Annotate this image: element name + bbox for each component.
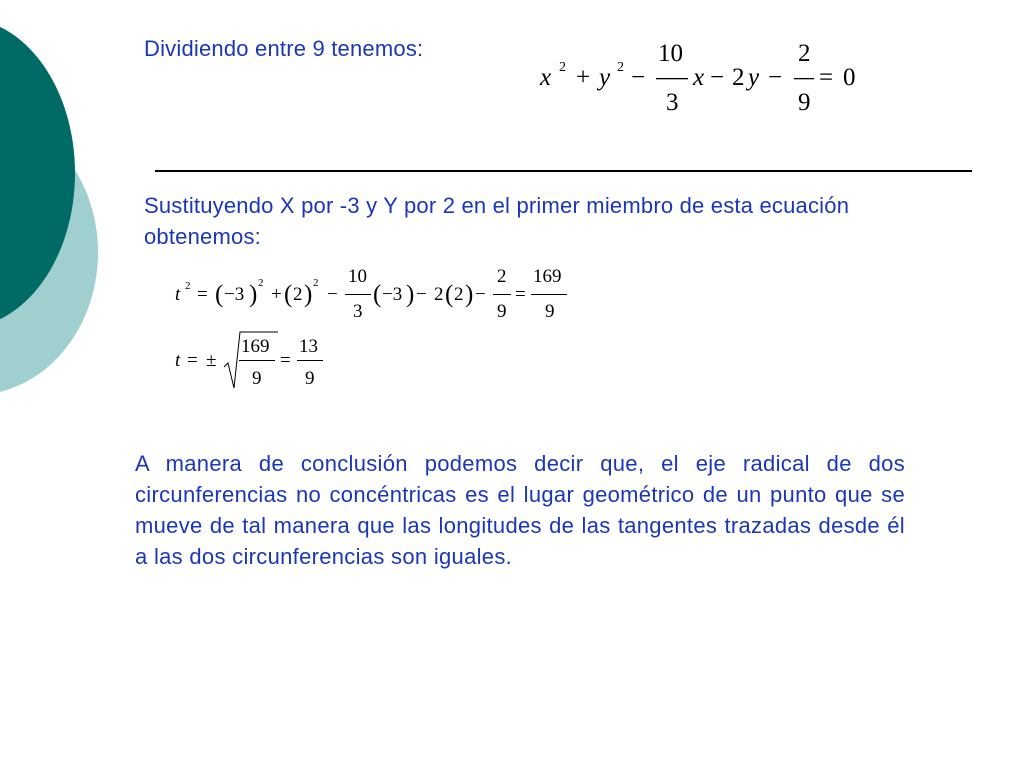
eq1-minus-1: − <box>631 64 646 91</box>
eq3-plus-minus: ± <box>206 350 217 371</box>
eq2-frac2-denominator: 9 <box>497 301 507 322</box>
eq1-frac1-denominator: 3 <box>666 89 679 116</box>
eq3-radical-numerator: 169 <box>241 336 270 357</box>
eq2-exponent-1: 2 <box>258 277 264 289</box>
eq2-t-exponent: 2 <box>185 280 191 292</box>
eq2-rparen-4: ) <box>465 281 474 308</box>
eq2-frac3-denominator: 9 <box>545 301 555 322</box>
eq3-result-numerator: 13 <box>299 336 318 357</box>
eq1-frac2-bar <box>794 78 814 79</box>
eq2-minus-1: − <box>327 284 338 305</box>
eq2-lparen-4: ( <box>445 281 454 308</box>
eq2-neg3b: −3 <box>382 284 403 305</box>
conclusion-paragraph: A manera de conclusión podemos decir que, el eje radical de dos circunferencias no concéntricas es el lugar geométrico de un punto que se mueve de tal manera que las longitudes de las tangentes trazadas desde él a las dos circunferencias son iguales. <box>135 451 905 569</box>
eq2-two-b: 2 <box>454 284 464 305</box>
eq2-exponent-2: 2 <box>313 277 319 289</box>
eq1-frac2-numerator: 2 <box>798 40 811 67</box>
eq2-frac3-bar <box>531 294 567 295</box>
eq2-equals: = <box>197 284 208 305</box>
equation-tangent-length <box>170 330 340 394</box>
equation-tangent-squared <box>170 262 580 326</box>
eq1-frac1-numerator: 10 <box>658 40 683 67</box>
eq1-y: y <box>599 64 611 91</box>
eq2-lparen-3: ( <box>373 281 382 308</box>
eq1-x-exponent: 2 <box>559 60 566 75</box>
eq2-lparen-2: ( <box>284 281 293 308</box>
eq1-equals: = <box>819 64 834 91</box>
eq2-two: 2 <box>293 284 303 305</box>
eq3-radical-denominator: 9 <box>252 368 262 389</box>
eq2-frac2-numerator: 2 <box>497 266 507 287</box>
eq2-neg3: −3 <box>224 284 245 305</box>
eq1-coefficient: 2 <box>732 64 745 91</box>
equation-circle-divided <box>530 38 870 118</box>
eq1-x: x <box>540 64 552 91</box>
eq3-t: t <box>175 350 181 371</box>
divider-line <box>155 170 972 172</box>
eq1-minus-2: − <box>710 64 725 91</box>
eq2-rparen-3: ) <box>406 281 415 308</box>
eq2-frac3-numerator: 169 <box>533 266 562 287</box>
eq3-equals-2: = <box>280 350 291 371</box>
eq1-frac2-denominator: 9 <box>798 89 811 116</box>
eq3-result-denominator: 9 <box>305 368 315 389</box>
eq2-equals-2: = <box>515 284 526 305</box>
substitution-text: Sustituyendo X por -3 y Y por 2 en el primer miembro de esta ecuación obtenemos: <box>144 193 850 249</box>
eq2-rparen-2: ) <box>304 281 313 308</box>
eq2-coefficient: 2 <box>434 284 444 305</box>
eq2-frac2-bar <box>493 294 511 295</box>
eq2-minus-2: − <box>416 284 427 305</box>
eq2-frac1-bar <box>345 294 371 295</box>
eq1-frac1-bar <box>656 78 688 79</box>
eq3-result-bar <box>297 360 323 361</box>
eq2-lparen-1: ( <box>215 281 224 308</box>
eq1-plus: + <box>576 64 591 91</box>
eq2-plus: + <box>271 284 282 305</box>
eq1-x2: x <box>693 64 705 91</box>
eq1-y-exponent: 2 <box>617 60 624 75</box>
eq2-frac1-denominator: 3 <box>353 301 363 322</box>
eq3-radical-bar <box>239 360 275 361</box>
eq1-zero: 0 <box>843 64 856 91</box>
eq2-minus-3: − <box>475 284 486 305</box>
eq2-t: t <box>175 284 181 305</box>
eq2-rparen-1: ) <box>249 281 258 308</box>
eq1-y2: y <box>748 64 760 91</box>
eq2-frac1-numerator: 10 <box>348 266 367 287</box>
eq3-equals: = <box>187 350 198 371</box>
intro-text: Dividiendo entre 9 tenemos: <box>144 36 424 61</box>
eq1-minus-3: − <box>768 64 783 91</box>
